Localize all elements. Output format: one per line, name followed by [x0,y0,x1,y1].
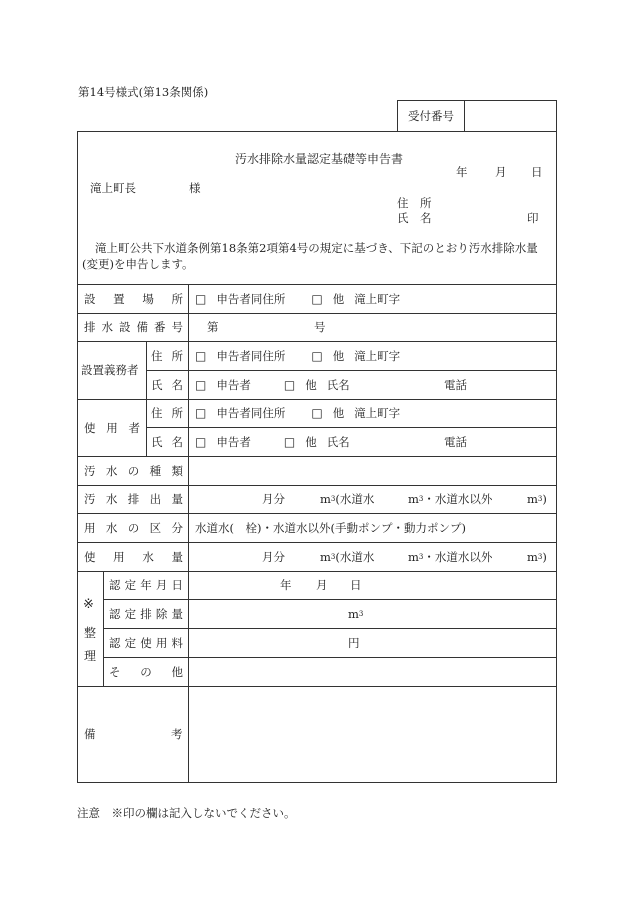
admin-char-1: 整 [84,626,97,640]
user-phone-label: 電話 [444,434,467,449]
facility-number-label: 排 水 設 備 番 号 [84,320,183,334]
water-usage-unit-3: m 3 ) [527,549,547,564]
approved-fee-unit: 円 [348,635,360,650]
approval-date-month: 月 [316,578,328,592]
water-usage-monthly: 月分 [262,549,285,564]
sewage-volume-monthly: 月分 [262,492,285,506]
user-address-same-checkbox[interactable]: □ [195,406,207,420]
user-name-label: 氏 名 [151,434,183,449]
approved-volume-unit: m 3 [348,606,364,621]
obligor-name-options: □ 申告者 □ 他 氏名 [195,377,350,392]
water-usage-unit-1: m 3 (水道水 [320,549,375,564]
water-class-value: 水道水( 栓)・水道水以外(手動ポンプ・動力ポンプ) [195,520,466,535]
water-usage-unit-2: m 3 ・水道水以外 [408,549,493,564]
admin-char-2: 理 [84,649,97,663]
date-month: 月 [495,165,507,179]
location-options: □ 申告者同住所 □ 他 滝上町字 [195,291,401,306]
remarks-label-right: 考 [171,727,183,741]
location-same-checkbox[interactable]: □ [195,291,207,306]
receipt-number-field[interactable] [465,101,556,131]
user-address-other-checkbox[interactable]: □ [311,406,323,420]
user-label: 使 用 者 [84,420,140,435]
date-year: 年 [456,165,468,179]
user-address-label: 住 所 [151,406,183,420]
water-usage-label: 使 用 水 量 [84,549,183,564]
location-label: 設 置 場 所 [84,291,183,306]
approval-date-year: 年 [280,578,292,592]
admin-mark: ※ [83,597,94,612]
obligor-address-same-checkbox[interactable]: □ [195,348,207,363]
user-name-other-checkbox[interactable]: □ [283,434,296,449]
receipt-number-label: 受付番号 [398,101,465,131]
receipt-number-box [397,100,557,132]
user-name-self-checkbox[interactable]: □ [195,434,207,449]
obligor-name-self-checkbox[interactable]: □ [195,377,207,392]
location-town: 滝上町字 [354,291,401,306]
approved-volume-label: 認 定 排 除 量 [109,606,183,621]
sewage-volume-unit-2: m 3 ・水道水以外 [408,492,493,506]
remarks-label-left: 備 [84,727,96,741]
user-address-options: □ 申告者同住所 □ 他 滝上町字 [195,406,401,420]
approval-date-day: 日 [350,578,362,592]
sewage-volume-unit-1: m 3 (水道水 [320,492,375,506]
sewage-volume-unit-3: m 3 ) [527,492,547,506]
date-day: 日 [531,165,543,179]
other-label: そ の 他 [109,664,183,679]
applicant-name-label: 氏 名 [397,211,432,225]
form-number: 第14号様式(第13条関係) [78,85,209,99]
obligor-address-label: 住 所 [151,348,183,363]
addressee-name: 滝上町長 [90,181,136,195]
applicant-seal: 印 [527,211,539,225]
approval-date-label: 認 定 年 月 日 [109,578,183,592]
addressee-suffix: 様 [189,181,201,195]
remarks-field[interactable] [189,687,555,782]
user-name-options: □ 申告者 □ 他 氏名 [195,434,350,449]
intro-line-2: (変更)を申告します。 [82,257,194,271]
obligor-name-other-checkbox[interactable]: □ [283,377,296,392]
application-form [77,131,557,783]
approved-fee-label: 認 定 使 用 料 [109,635,183,650]
obligor-name-label: 氏 名 [151,377,183,392]
sewage-type-label: 汚 水 の 種 類 [84,463,183,478]
obligor-label: 設置義務者 [81,363,139,377]
obligor-address-options: □ 申告者同住所 □ 他 滝上町字 [195,348,401,363]
facility-number-suffix: 号 [314,320,326,334]
footnote: 注意 ※印の欄は記入しないでください。 [77,806,296,820]
sewage-volume-label: 汚 水 排 出 量 [84,492,183,506]
intro-line-1: 滝上町公共下水道条例第18条第2項第4号の規定に基づき、下記のとおり汚水排除水量 [95,241,538,255]
water-class-label: 用 水 の 区 分 [84,520,183,535]
facility-number-prefix: 第 [207,320,219,334]
obligor-address-other-checkbox[interactable]: □ [311,348,323,363]
form-title: 汚水排除水量認定基礎等申告書 [235,152,404,166]
obligor-phone-label: 電話 [444,377,467,392]
applicant-address-label: 住 所 [397,196,432,210]
location-other-checkbox[interactable]: □ [311,291,323,306]
